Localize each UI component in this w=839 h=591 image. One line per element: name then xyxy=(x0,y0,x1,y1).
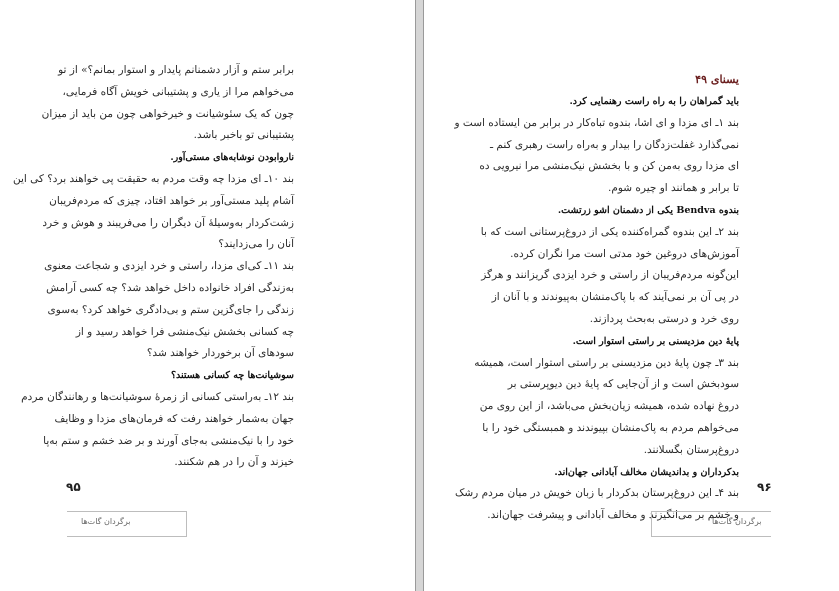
section-heading: نارو‌ابودن نوشابه‌های مستی‌آور. xyxy=(170,152,294,164)
right-page-text xyxy=(454,73,739,527)
right-page xyxy=(423,0,839,591)
text-line: بند ۱۱ـ کی‌ای مزدا، راستی و خرد ایزدی و شجاعت معنوی xyxy=(44,260,294,273)
text-line: بند ۱۲ـ به‌راستی کسانی از زمرهٔ سوشیانت‌ها و رهانندگان مردم xyxy=(21,390,294,403)
text-line: و خشم بر می‌انگیزند و مخالف آبادانی و پیشرفت جهان‌اند. xyxy=(487,509,739,522)
footer-label: برگردان گات‌ها xyxy=(712,517,762,526)
text-line: چه کسانی بخشش نیک‌منشی فرا خواهد رسید و از xyxy=(75,325,294,338)
text-line: جهان به‌شمار خواهند رفت که فرمان‌های مزدا و وظایف xyxy=(54,412,294,425)
text-line: سودبخش است و از آن‌جایی که پایهٔ دین دیوپرستی بر xyxy=(507,378,739,391)
text-line: می‌خواهم مردم به پاک‌منشان بپیوندند و همبستگی خود را با xyxy=(482,421,739,434)
text-line: دروغ نهاده شده، همیشه زیان‌بخش می‌باشد، از این روی من xyxy=(479,400,739,413)
text-line: بند ۲ـ این بندوه گمراه‌کننده یکی از دروغ‌پرستانی است که با xyxy=(480,225,739,238)
text-line: خود را با نیک‌منشی به‌جای آورند و بر ضد خشم و ستم به‌پا xyxy=(43,434,294,447)
page-number: ۹۵ xyxy=(66,480,81,494)
footer-label: برگردان گات‌ها xyxy=(81,517,131,526)
footer-box xyxy=(651,511,771,537)
text-line: تا برابر و همانند او چیره شوم. xyxy=(608,182,739,195)
text-line: بند ۱ـ ای مزدا و ای اشا، بندوه تباه‌کار در برابر من ایستاده است و xyxy=(454,116,739,129)
text-line: آنان را می‌زدایند؟ xyxy=(218,238,294,251)
text-line: می‌خواهم مرا از یاری و پشتیبانی خویش آگاه فرمایی، xyxy=(62,85,294,98)
text-line: پشتیبانی تو باخبر باشد. xyxy=(193,129,294,142)
page-number: ۹۶ xyxy=(757,480,772,494)
text-line: زشت‌کردار به‌وسیلهٔ آن دیگران را می‌فریبند و هوش و خرد xyxy=(42,216,294,229)
section-heading: باید گمراهان را به راه راست رهنمایی کرد. xyxy=(569,96,739,107)
text-line: ای مزدا روی به‌من کن و با بخشش نیک‌منشی مرا نیرویی ده xyxy=(479,160,739,173)
text-line: این‌گونه مردم‌فریبان از راستی و خرد ایزدی گریزانند و هرگز xyxy=(481,269,739,282)
text-line: آشام پلید مستی‌آور بر خواهد افتاد، چیزی که مردم‌فریبان xyxy=(49,194,294,207)
chapter-title: یسنای ۴۹ xyxy=(695,73,739,86)
section-heading: بدکرداران و بداندیشان مخالف آبادانی جهان‌اند. xyxy=(554,466,739,478)
text-line: دروغ‌پرستان بگسلانند. xyxy=(643,443,739,456)
text-line: زندگی را جای‌گزین ستم و بی‌دادگری خواهد کرد؟ به‌سوی xyxy=(47,303,294,316)
text-line: سودهای آن برخوردار خواهند شد؟ xyxy=(146,347,294,360)
text-line: بند ۳ـ چون پایهٔ دین مزدیسنی بر راستی استوار است، همیشه xyxy=(474,356,739,369)
text-line: در پی آن بر نمی‌آیند که با پاک‌منشان به‌پیوندند و با آنان از xyxy=(491,291,739,304)
text-line: به‌زندگی افراد خانواده داخل خواهد شد؟ چه کسی آرامش xyxy=(46,281,294,294)
text-line: آموزش‌های دروغین خود مدتی است مرا نگران کرده. xyxy=(510,247,739,260)
text-line: بند ۱۰ـ ای مزدا چه وقت مردم به حقیقت پی خواهند برد؟ کی این xyxy=(12,172,294,185)
left-page xyxy=(0,0,416,591)
text-line: نمی‌گذارد غفلت‌زدگان را بیدار و به‌راه راست رهبری کنم ـ xyxy=(489,138,739,151)
footer-box xyxy=(67,511,187,537)
text-line: بند ۴ـ این دروغ‌پرستان بدکردار با زبان خویش در میان مردم رشک xyxy=(454,487,739,500)
left-page-text xyxy=(12,60,294,474)
section-heading: سوشیانت‌ها چه کسانی هستند؟ xyxy=(170,370,294,382)
section-heading: بندوه Bendva یکی از دشمنان اشو زرتشت. xyxy=(557,204,739,216)
text-line: چون که یک سئوشیانت و خیرخواهی چون من باید از میزان xyxy=(41,107,294,120)
text-line: برابر ستم و آزار دشمنانم پایدار و استوار بمانم؟» از تو xyxy=(58,64,294,76)
text-line: خیزند و آن را در هم شکنند. xyxy=(174,456,294,469)
section-heading: پایهٔ دین مزدیسنی بر راستی استوار است. xyxy=(572,335,739,347)
text-line: روی خرد و درستی به‌بحث پردازند. xyxy=(589,312,739,325)
